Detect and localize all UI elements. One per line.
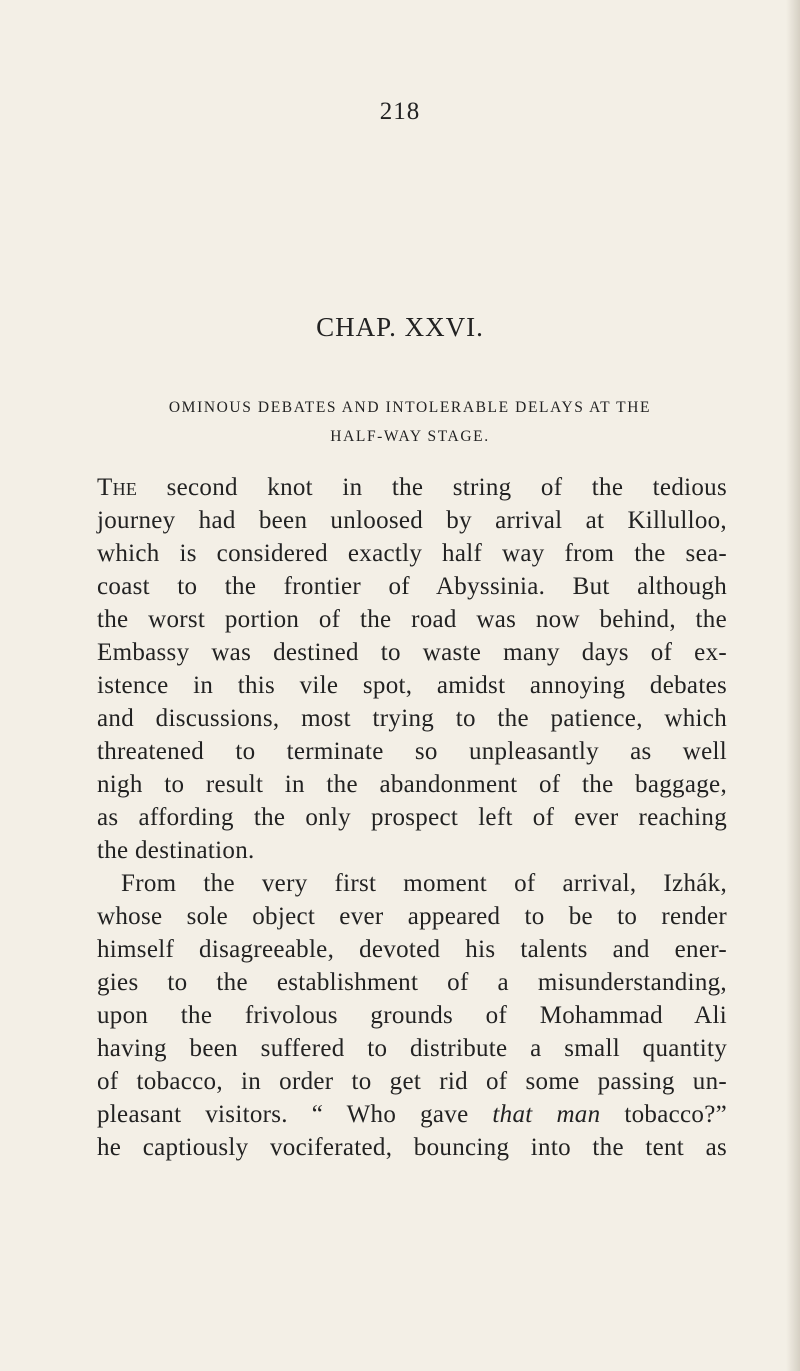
text-line-6: Embassy was destined to waste many days of ex-: [97, 639, 727, 666]
text-line-7: istence in this vile spot, amidst annoying debates: [97, 672, 727, 699]
italic-phrase: that man: [492, 1101, 601, 1128]
text-line-1: The second knot in the string of the tedious: [97, 474, 727, 501]
chapter-subtitle: [100, 393, 720, 451]
text-line-20: pleasant visitors. “ Who gave that man tobacco?”: [97, 1101, 727, 1128]
text-line-21: he captiously vociferated, bouncing into the tent as: [97, 1134, 727, 1161]
text-line-12: the destination.: [97, 837, 255, 864]
text-line-10: nigh to result in the abandonment of the baggage,: [97, 771, 727, 798]
text-line-4: coast to the frontier of Abyssinia. But although: [97, 573, 727, 600]
body-paragraphs: [97, 471, 727, 1164]
text-line-18: having been suffered to distribute a small quantity: [97, 1035, 727, 1062]
text-line-8: and discussions, most trying to the patience, which: [97, 705, 727, 732]
text-line-5: the worst portion of the road was now behind, the: [97, 606, 727, 633]
text-line-14: whose sole object ever appeared to be to render: [97, 903, 727, 930]
text-line-15: himself disagreeable, devoted his talents and ener-: [97, 936, 727, 963]
page-edge-shadow: [786, 0, 800, 1371]
chapter-subtitle-line-1: OMINOUS DEBATES AND INTOLERABLE DELAYS AT THE: [168, 399, 652, 416]
text-line-3: which is considered exactly half way from the sea-: [97, 540, 727, 567]
chapter-title: CHAP. XXVI.: [316, 312, 484, 342]
text-line-16: gies to the establishment of a misunderstanding,: [97, 969, 727, 996]
chapter-subtitle-line-2: HALF-WAY STAGE.: [330, 428, 490, 445]
text-line-11: as affording the only prospect left of ever reaching: [97, 804, 727, 831]
text-line-13: From the very first moment of arrival, Izhák,: [121, 870, 727, 897]
text-line-9: threatened to terminate so unpleasantly as well: [97, 738, 727, 765]
text-line-19: of tobacco, in order to get rid of some passing un-: [97, 1068, 727, 1095]
text-line-17: upon the frivolous grounds of Mohammad Ali: [97, 1002, 727, 1029]
text-line-2: journey had been unloosed by arrival at Killulloo,: [97, 507, 727, 534]
page-number: 218: [379, 98, 421, 125]
opening-word: The: [97, 474, 138, 501]
